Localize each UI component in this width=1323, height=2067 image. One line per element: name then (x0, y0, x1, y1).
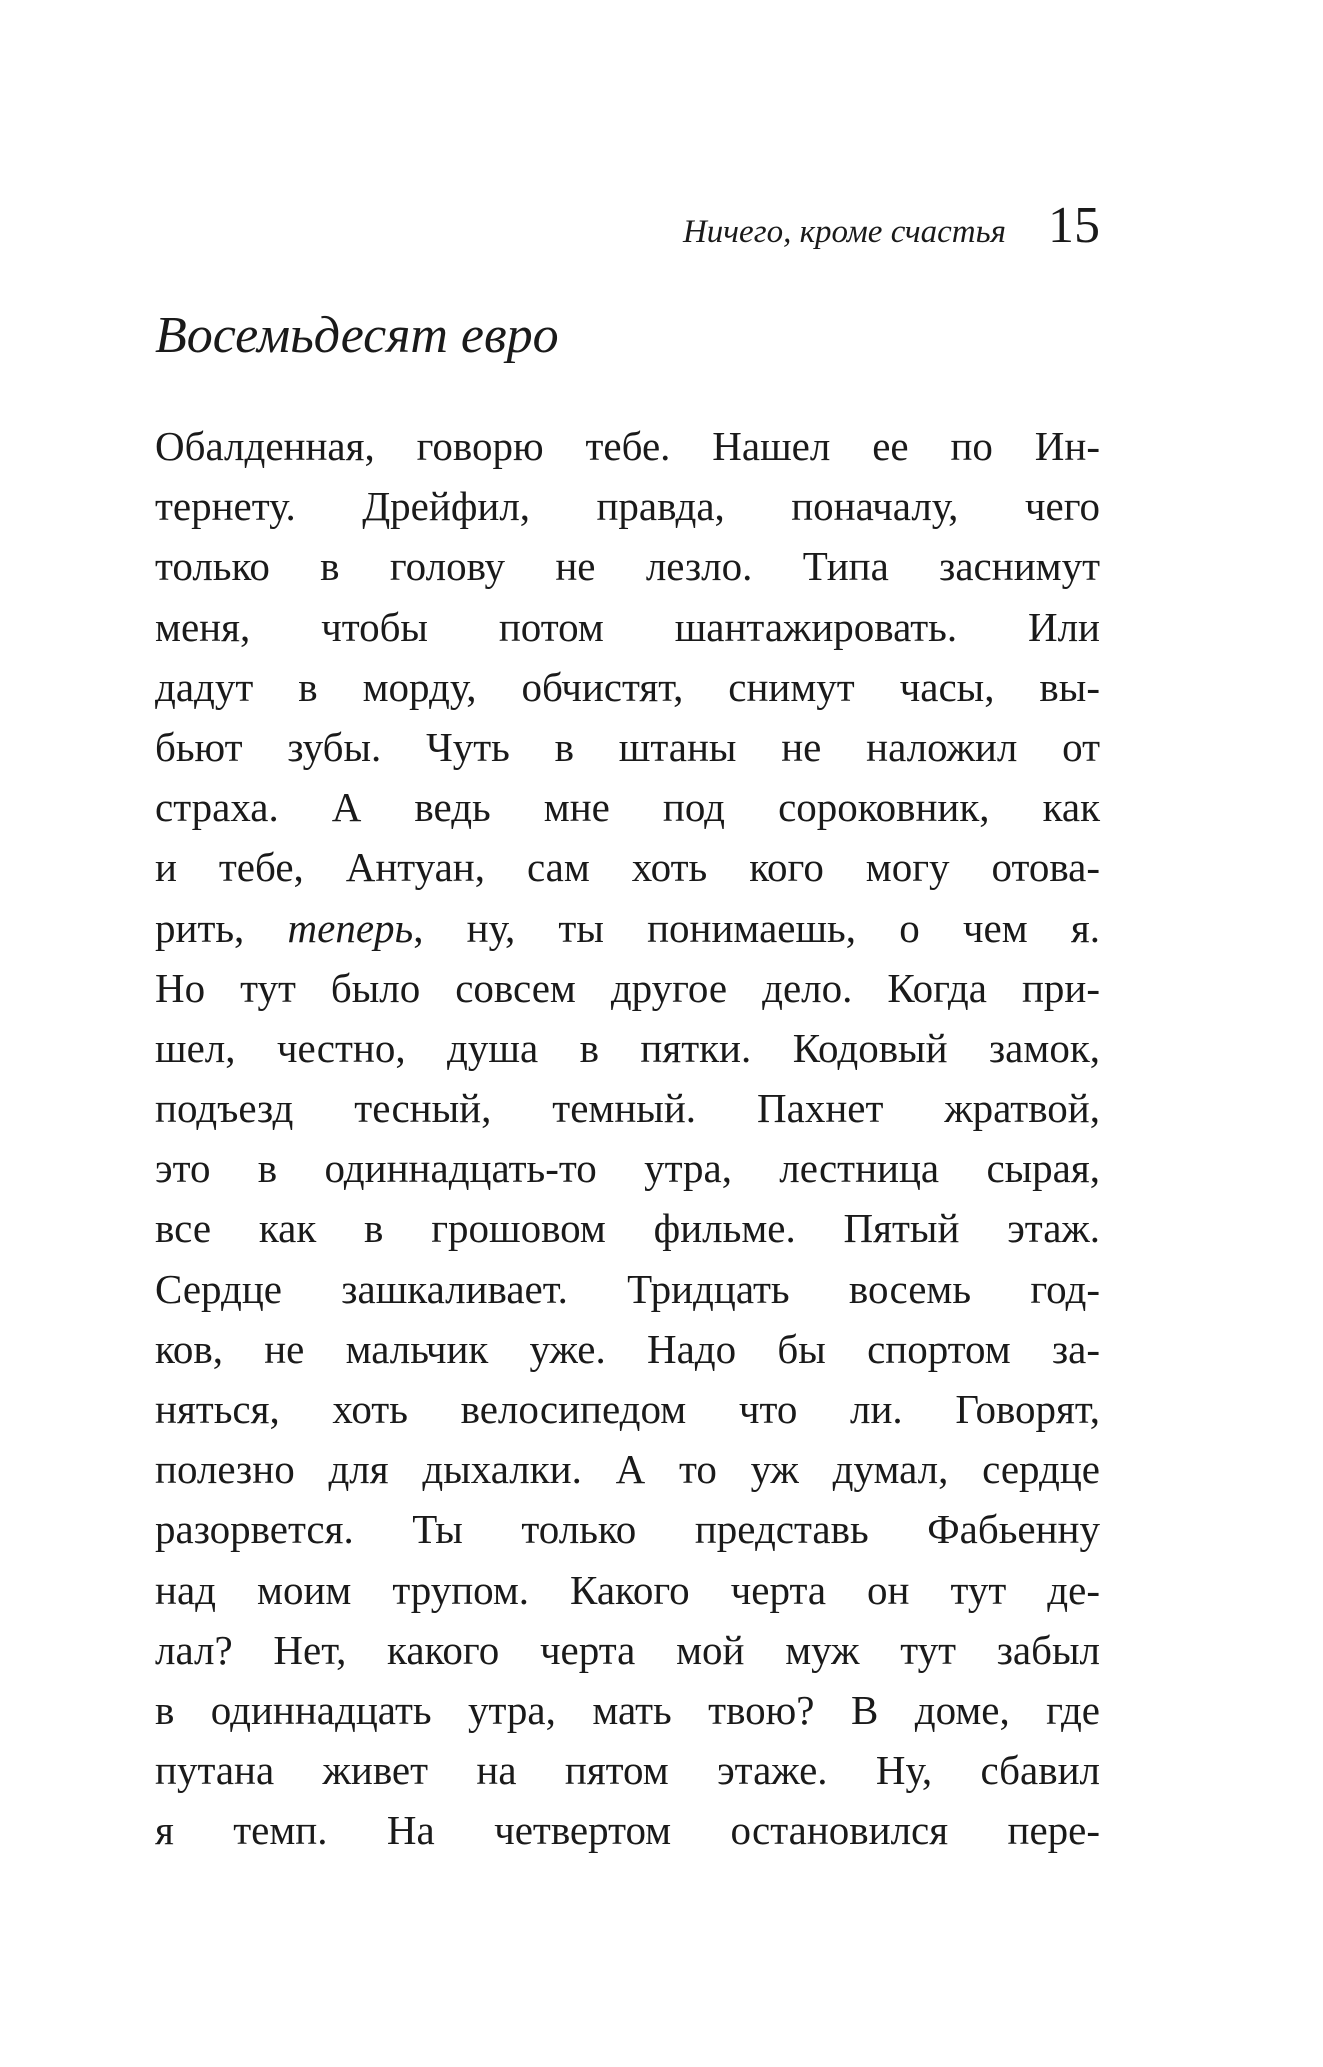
text-line: страха. А ведь мне под сороковник, как (155, 784, 1100, 831)
text-line: бьют зубы. Чуть в штаны не наложил от (155, 723, 1100, 770)
text-line: разорвется. Ты только представь Фабьенну (155, 1506, 1100, 1553)
text-line: няться, хоть велосипедом что ли. Говорят, (155, 1386, 1100, 1432)
text-line: Сердце зашкаливает. Тридцать восемь год- (155, 1265, 1100, 1312)
text-line: меня, чтобы потом шантажировать. Или (155, 603, 1100, 650)
running-title: Ничего, кроме счастья (682, 214, 1006, 250)
text-line: подъезд тесный, темный. Пахнет жратвой, (155, 1085, 1100, 1132)
text-line: я темп. На четвертом остановился пере- (155, 1807, 1100, 1854)
text-line: шел, честно, душа в пятки. Кодовый замок, (155, 1024, 1100, 1071)
text-line: лал? Нет, какого черта мой муж тут забыл (155, 1626, 1100, 1673)
emphasized-word: теперь (287, 904, 414, 951)
text-line: ков, не мальчик уже. Надо бы спортом за- (155, 1325, 1100, 1372)
text-line: только в голову не лезло. Типа заснимут (155, 543, 1100, 590)
text-line: и тебе, Антуан, сам хоть кого могу отова- (155, 844, 1100, 891)
text-line: полезно для дыхалки. А то уж думал, сердце (155, 1446, 1100, 1493)
running-header (155, 196, 1100, 256)
text-line: Обалденная, говорю тебе. Нашел ее по Ин- (155, 423, 1100, 469)
page-number: 15 (1048, 197, 1100, 254)
text-line: Но тут было совсем другое дело. Когда при- (155, 964, 1100, 1011)
text-line: в одиннадцать утра, мать твою? В доме, где (155, 1686, 1100, 1733)
body-text (155, 416, 1100, 1861)
text-line: тернету. Дрейфил, правда, поначалу, чего (155, 483, 1100, 530)
chapter-title: Восемьдесят евро (155, 307, 559, 364)
text-line: все как в грошовом фильме. Пятый этаж. (155, 1205, 1100, 1252)
text-line: рить, теперь, ну, ты понимаешь, о чем я. (155, 904, 1100, 951)
text-line: путана живет на пятом этаже. Ну, сбавил (155, 1747, 1100, 1794)
text-line: над моим трупом. Какого черта он тут де- (155, 1566, 1100, 1613)
text-line: дадут в морду, обчистят, снимут часы, вы- (155, 663, 1100, 710)
text-line: это в одиннадцать-то утра, лестница сырая, (155, 1145, 1100, 1192)
